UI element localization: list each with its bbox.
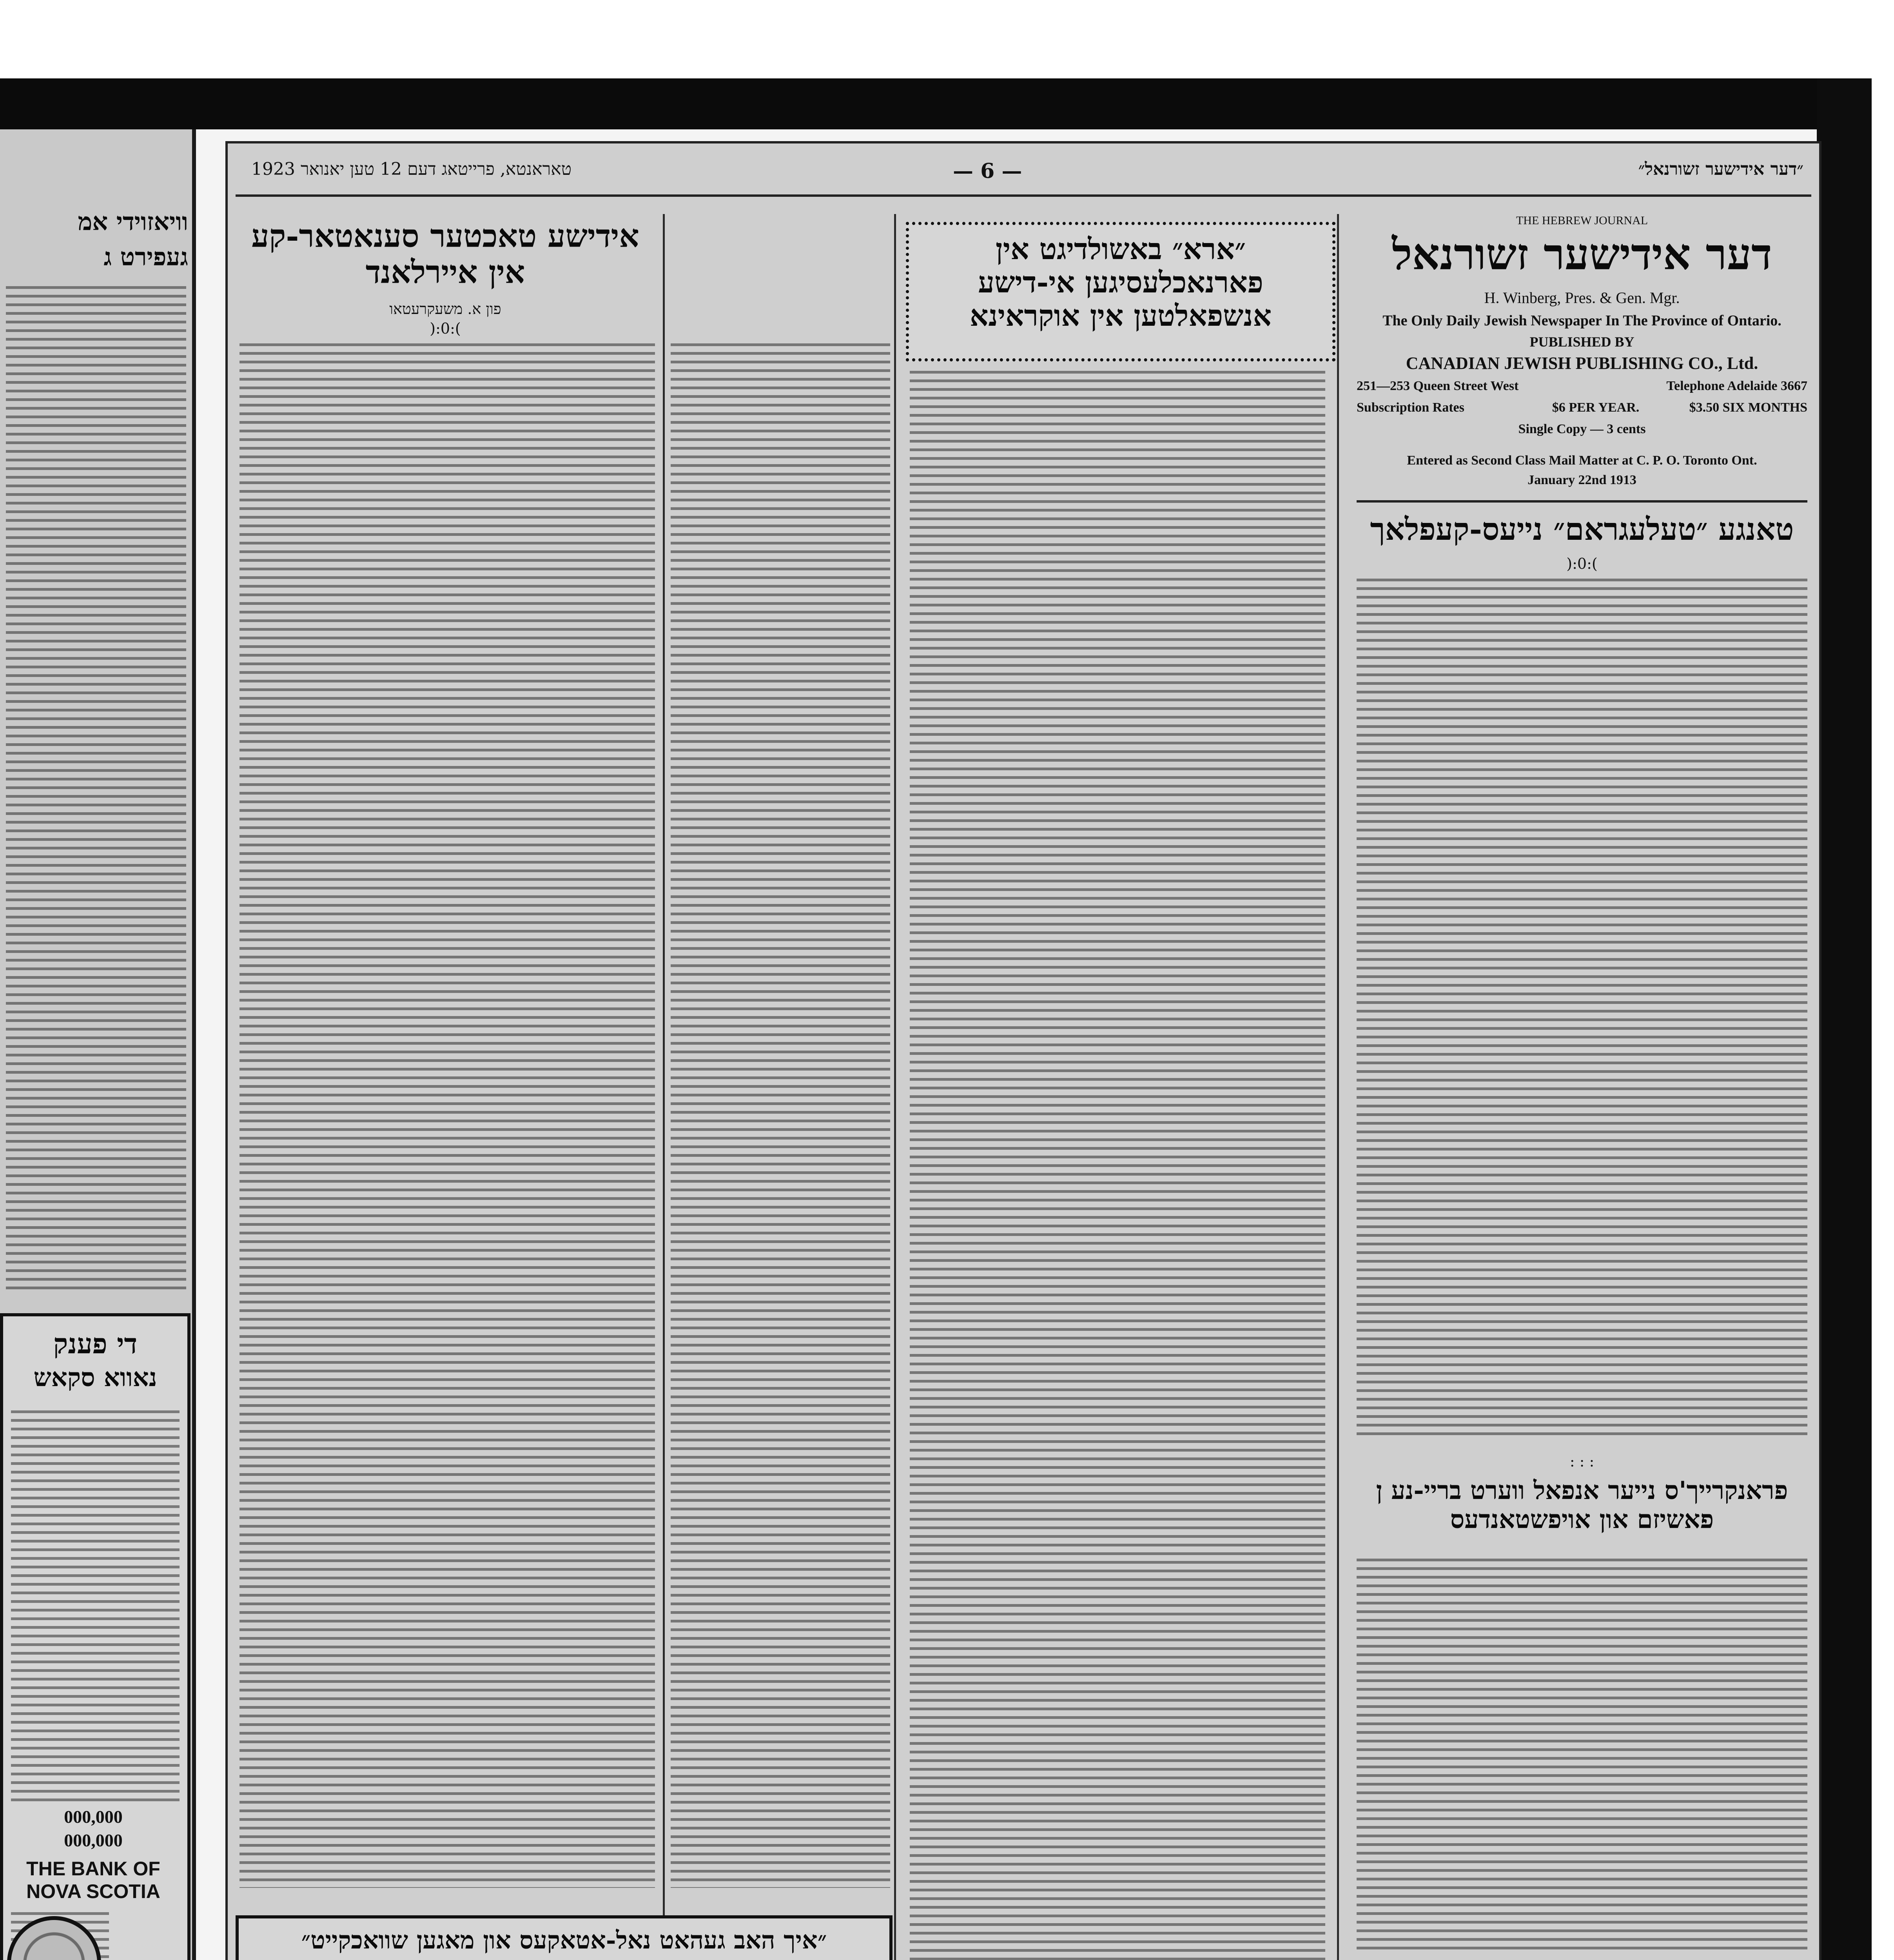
col1-article-text bbox=[1357, 579, 1807, 1441]
top-dark-strip bbox=[0, 78, 1894, 129]
col3-byline: פון א. משעקרעטאו bbox=[389, 300, 501, 318]
left-headline-1: וויאזוידי אמ bbox=[78, 207, 188, 236]
col2-headline-box bbox=[906, 222, 1335, 361]
col3-ornament: ):0:( bbox=[430, 320, 461, 337]
running-head-right: ״דער אידישער זשורנאל״ bbox=[1638, 159, 1803, 179]
column-rule-2 bbox=[894, 214, 896, 1960]
masthead-company: CANADIAN JEWISH PUBLISHING CO., Ltd. bbox=[1406, 354, 1758, 373]
masthead-telephone: Telephone Adelaide 3667 bbox=[1666, 379, 1807, 393]
col4-article-text bbox=[671, 343, 890, 1888]
left-text-columns bbox=[6, 286, 186, 1290]
right-margin bbox=[1872, 78, 1894, 1960]
left-box-title-2: נאווא סקאש bbox=[33, 1363, 157, 1392]
page-number: — 6 — bbox=[953, 159, 1022, 183]
right-dark-strip bbox=[1817, 78, 1872, 1960]
col1-mid-ornament: : : : bbox=[1569, 1453, 1595, 1470]
masthead-rule bbox=[1357, 500, 1807, 503]
column-rule-1 bbox=[1337, 214, 1339, 1960]
col1-ornament: ):0:( bbox=[1566, 555, 1598, 572]
col3-headline: אידישע טאכטער סענאטאר-קע אין איירלאנד bbox=[251, 218, 639, 290]
masthead-address: 251—253 Queen Street West bbox=[1357, 379, 1519, 393]
bank-amount-2: 000,000 bbox=[64, 1830, 123, 1850]
masthead-title: דער אידישער זשורנאל bbox=[1392, 229, 1772, 279]
masthead-entered-date: January 22nd 1913 bbox=[1528, 473, 1636, 487]
masthead-published-by: PUBLISHED BY bbox=[1529, 334, 1635, 350]
masthead-single-copy: Single Copy — 3 cents bbox=[1518, 422, 1646, 436]
newspaper-page bbox=[225, 141, 1821, 1960]
bank-amount-1: 000,000 bbox=[64, 1807, 123, 1827]
masthead-rates-label: Subscription Rates bbox=[1357, 400, 1464, 415]
pills-ad bbox=[236, 1915, 893, 1960]
col2-article-text bbox=[910, 371, 1325, 1960]
masthead-rates-six: $3.50 SIX MONTHS bbox=[1689, 400, 1807, 415]
left-headline-2: געפירט ג bbox=[103, 243, 188, 271]
masthead-english-name: THE HEBREW JOURNAL bbox=[1516, 214, 1648, 227]
left-page-fragment bbox=[0, 129, 196, 1960]
masthead-publisher: H. Winberg, Pres. & Gen. Mgr. bbox=[1484, 289, 1680, 307]
col1-mid-headline: פראנקרייך'ס נייער אנפאל ווערט בריי-נע ן פאשיזם און אויפשטאנדעס bbox=[1376, 1476, 1788, 1534]
bank-ad-text bbox=[11, 1410, 180, 1802]
masthead-entered: Entered as Second Class Mail Matter at C. P. O. Toronto Ont. bbox=[1407, 453, 1757, 468]
masthead-rates-year: $6 PER YEAR. bbox=[1552, 400, 1640, 415]
col1-mid-text bbox=[1357, 1559, 1807, 1951]
running-head-date: טאראנטא, פרייטאג דעם 12 טען יאנואר 1923 bbox=[251, 159, 572, 179]
col3-article-text bbox=[239, 343, 655, 1888]
left-box-title-1: די פענק bbox=[53, 1327, 138, 1360]
bank-ad bbox=[0, 1313, 190, 1960]
col1-headline: טאנגע ״טעלעגראם״ נייעס-קעפלאך bbox=[1370, 512, 1794, 547]
header-rule bbox=[236, 194, 1811, 197]
masthead-tagline: The Only Daily Jewish Newspaper In The Province of Ontario. bbox=[1382, 312, 1782, 329]
col2-headline: ״ארא״ באשולדיגט אין פארנאכלעסיגען אי-דישע אנשפאלטען אין אוקראינא bbox=[970, 232, 1272, 333]
column-rule-3 bbox=[663, 214, 665, 1960]
top-margin bbox=[0, 0, 1894, 78]
pills-headline: ״איך האב געהאט נאל-אטאקעס און מאגען שוואכקייט״ bbox=[301, 1926, 827, 1955]
bank-name: THE BANK OF NOVA SCOTIA bbox=[26, 1858, 160, 1902]
